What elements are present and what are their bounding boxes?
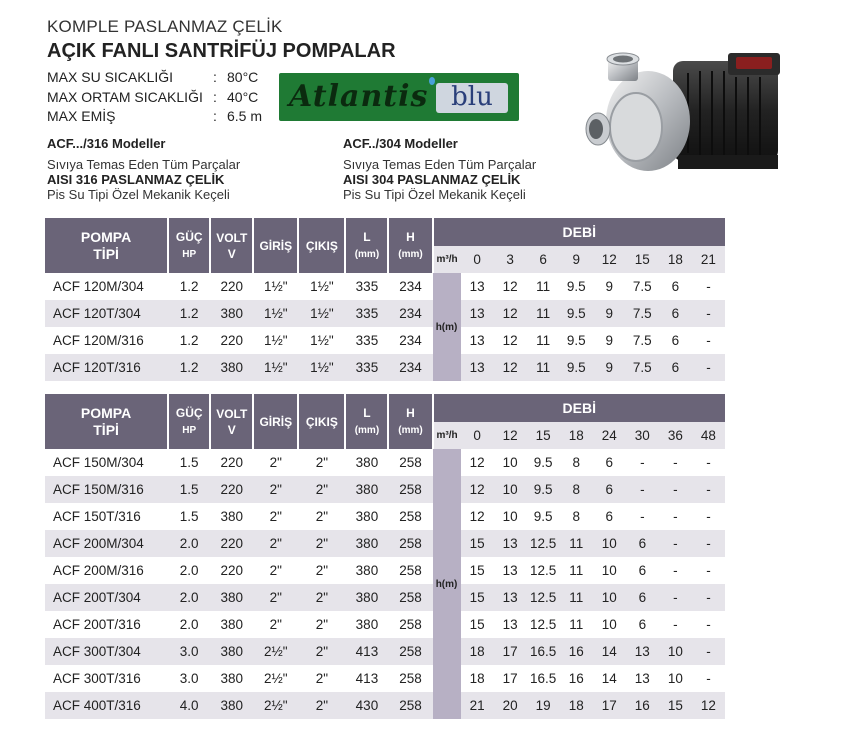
head-value: 13 — [461, 327, 494, 354]
atlantis-blu-logo — [279, 73, 519, 121]
head-value: 9 — [593, 273, 626, 300]
power-cell: 1.2 — [168, 273, 210, 300]
model-material: AISI 304 PASLANMAZ ÇELİK — [343, 172, 521, 187]
logo-sub: blu — [436, 83, 508, 113]
table-row — [45, 354, 725, 381]
head-value: - — [692, 354, 725, 381]
head-value: 8 — [560, 476, 593, 503]
col-pump-type: POMPA TİPİ — [45, 394, 168, 449]
head-value: 6 — [659, 327, 692, 354]
head-value: 16.5 — [527, 638, 560, 665]
power-cell: 1.5 — [168, 476, 210, 503]
power-cell: 3.0 — [168, 638, 210, 665]
head-value: 13 — [494, 557, 527, 584]
head-value: - — [692, 449, 725, 476]
power-cell: 3.0 — [168, 665, 210, 692]
head-value: 9.5 — [527, 503, 560, 530]
head-value: - — [692, 584, 725, 611]
spec-max-suction: MAX EMİŞ : 6.5 m — [47, 108, 263, 124]
model-cell: ACF 200T/316 — [45, 611, 168, 638]
table-row — [45, 327, 725, 354]
inlet-cell: 2" — [253, 530, 298, 557]
head-value: 12.5 — [527, 611, 560, 638]
head-value: 13 — [461, 354, 494, 381]
head-value: 6 — [593, 476, 626, 503]
head-value: 6 — [593, 449, 626, 476]
volt-cell: 220 — [210, 327, 253, 354]
length-cell: 380 — [345, 557, 388, 584]
head-value: 18 — [461, 638, 494, 665]
head-value: 9.5 — [560, 354, 593, 381]
head-value: 15 — [461, 584, 494, 611]
model-line: Sıvıya Temas Eden Tüm Parçalar — [47, 157, 241, 172]
volt-cell: 380 — [210, 665, 253, 692]
power-cell: 1.5 — [168, 449, 210, 476]
model-line: Pis Su Tipi Özel Mekanik Keçeli — [47, 187, 230, 202]
head-value: 12.5 — [527, 530, 560, 557]
head-value: - — [659, 611, 692, 638]
model-cell: ACF 150M/316 — [45, 476, 168, 503]
length-cell: 413 — [345, 638, 388, 665]
inlet-cell: 1½" — [253, 300, 298, 327]
head-value: 13 — [626, 665, 659, 692]
table-row — [45, 503, 725, 530]
height-cell: 234 — [388, 327, 432, 354]
spec-max-water-temp: MAX SU SICAKLIĞI : 80°C — [47, 69, 259, 85]
catalog-title: AÇIK FANLI SANTRİFÜJ POMPALAR — [47, 40, 396, 62]
model-title: ACF../304 Modeller — [343, 136, 458, 151]
head-value: 10 — [659, 638, 692, 665]
col-length: L (mm) — [345, 394, 388, 449]
model-cell: ACF 150M/304 — [45, 449, 168, 476]
flow-value: 0 — [461, 246, 494, 273]
head-value: 10 — [593, 611, 626, 638]
inlet-cell: 2" — [253, 476, 298, 503]
head-value: 16 — [560, 638, 593, 665]
volt-cell: 220 — [210, 476, 253, 503]
flow-value: 48 — [692, 422, 725, 449]
outlet-cell: 1½" — [298, 327, 345, 354]
head-value: 9 — [593, 300, 626, 327]
head-value: 16 — [560, 665, 593, 692]
length-cell: 380 — [345, 449, 388, 476]
head-value: 7.5 — [626, 327, 659, 354]
head-value: 13 — [626, 638, 659, 665]
head-value: 12 — [461, 503, 494, 530]
head-value: 9.5 — [560, 327, 593, 354]
head-value: 12.5 — [527, 557, 560, 584]
head-value: - — [626, 449, 659, 476]
flow-value: 21 — [692, 246, 725, 273]
spec-value: 40°C — [227, 89, 259, 105]
spec-label: MAX SU SICAKLIĞI — [47, 69, 174, 85]
outlet-cell: 1½" — [298, 273, 345, 300]
length-cell: 380 — [345, 530, 388, 557]
outlet-cell: 2" — [298, 557, 345, 584]
table-row — [45, 300, 725, 327]
power-cell: 2.0 — [168, 611, 210, 638]
head-value: 13 — [461, 273, 494, 300]
head-value: 15 — [461, 611, 494, 638]
power-cell: 1.5 — [168, 503, 210, 530]
model-cell: ACF 200T/304 — [45, 584, 168, 611]
length-cell: 380 — [345, 503, 388, 530]
head-value: 13 — [494, 584, 527, 611]
outlet-cell: 2" — [298, 503, 345, 530]
head-value: 9.5 — [560, 273, 593, 300]
head-value: 10 — [593, 584, 626, 611]
flow-value: 18 — [659, 246, 692, 273]
inlet-cell: 1½" — [253, 327, 298, 354]
head-value: 6 — [659, 300, 692, 327]
volt-cell: 380 — [210, 584, 253, 611]
length-cell: 335 — [345, 300, 388, 327]
outlet-cell: 2" — [298, 476, 345, 503]
head-value: 9.5 — [560, 300, 593, 327]
head-value: - — [692, 327, 725, 354]
inlet-cell: 2½" — [253, 665, 298, 692]
outlet-cell: 2" — [298, 584, 345, 611]
head-value: 10 — [494, 476, 527, 503]
power-cell: 2.0 — [168, 557, 210, 584]
volt-cell: 380 — [210, 611, 253, 638]
height-cell: 258 — [388, 476, 432, 503]
model-material: AISI 316 PASLANMAZ ÇELİK — [47, 172, 225, 187]
head-value: 19 — [527, 692, 560, 719]
head-value: 6 — [626, 611, 659, 638]
head-value: 11 — [560, 584, 593, 611]
head-value: 12 — [494, 354, 527, 381]
head-value: 12 — [461, 476, 494, 503]
head-value: 6 — [626, 530, 659, 557]
flow-value: 6 — [527, 246, 560, 273]
height-cell: 258 — [388, 611, 432, 638]
model-cell: ACF 120M/316 — [45, 327, 168, 354]
head-value: 11 — [527, 300, 560, 327]
head-value: 12 — [494, 327, 527, 354]
inlet-cell: 2½" — [253, 638, 298, 665]
outlet-cell: 2" — [298, 665, 345, 692]
head-value: 9.5 — [527, 476, 560, 503]
flow-value: 30 — [626, 422, 659, 449]
col-power: GÜÇ HP — [168, 394, 210, 449]
head-value: 17 — [593, 692, 626, 719]
head-value: 10 — [593, 557, 626, 584]
outlet-cell: 1½" — [298, 300, 345, 327]
head-value: - — [692, 476, 725, 503]
col-height: H (mm) — [388, 218, 432, 273]
head-value: 7.5 — [626, 354, 659, 381]
height-cell: 234 — [388, 354, 432, 381]
table-row — [45, 476, 725, 503]
col-volt: VOLT V — [210, 218, 253, 273]
table-row — [45, 449, 725, 476]
logo-brand: Atlantis — [289, 79, 429, 114]
head-value: - — [692, 530, 725, 557]
flow-value: 12 — [494, 422, 527, 449]
height-cell: 258 — [388, 665, 432, 692]
col-outlet: ÇIKIŞ — [298, 394, 345, 449]
model-cell: ACF 120T/304 — [45, 300, 168, 327]
model-desc-304 — [343, 136, 623, 202]
outlet-cell: 2" — [298, 638, 345, 665]
outlet-cell: 2" — [298, 611, 345, 638]
head-value: 21 — [461, 692, 494, 719]
head-value: - — [626, 476, 659, 503]
head-value: 14 — [593, 665, 626, 692]
inlet-cell: 2" — [253, 557, 298, 584]
head-value: 6 — [659, 354, 692, 381]
head-value: 11 — [560, 530, 593, 557]
power-cell: 1.2 — [168, 300, 210, 327]
flow-value: 15 — [527, 422, 560, 449]
flow-value: 18 — [560, 422, 593, 449]
head-value: 10 — [494, 503, 527, 530]
head-value: 13 — [494, 611, 527, 638]
spec-max-ambient-temp: MAX ORTAM SICAKLIĞI : 40°C — [47, 89, 259, 105]
head-value: 14 — [593, 638, 626, 665]
head-value: - — [692, 665, 725, 692]
col-debi: DEBİ — [433, 218, 725, 246]
length-cell: 413 — [345, 665, 388, 692]
volt-cell: 380 — [210, 354, 253, 381]
height-cell: 258 — [388, 557, 432, 584]
spec-label: MAX ORTAM SICAKLIĞI — [47, 89, 203, 105]
head-value: 9.5 — [527, 449, 560, 476]
head-value: - — [692, 503, 725, 530]
inlet-cell: 1½" — [253, 273, 298, 300]
unit-hm: h(m) — [433, 449, 461, 719]
table-row — [45, 273, 725, 300]
model-cell: ACF 150T/316 — [45, 503, 168, 530]
flow-value: 9 — [560, 246, 593, 273]
col-debi: DEBİ — [433, 394, 725, 422]
volt-cell: 220 — [210, 273, 253, 300]
head-value: 6 — [626, 584, 659, 611]
head-value: 16.5 — [527, 665, 560, 692]
unit-hm: h(m) — [433, 273, 461, 381]
height-cell: 234 — [388, 300, 432, 327]
inlet-cell: 2" — [253, 449, 298, 476]
height-cell: 258 — [388, 503, 432, 530]
flow-value: 15 — [626, 246, 659, 273]
length-cell: 380 — [345, 584, 388, 611]
outlet-cell: 2" — [298, 530, 345, 557]
head-value: 8 — [560, 503, 593, 530]
length-cell: 335 — [345, 273, 388, 300]
model-line: Pis Su Tipi Özel Mekanik Keçeli — [343, 187, 526, 202]
flow-value: 3 — [494, 246, 527, 273]
height-cell: 258 — [388, 638, 432, 665]
head-value: 18 — [461, 665, 494, 692]
inlet-cell: 1½" — [253, 354, 298, 381]
height-cell: 234 — [388, 273, 432, 300]
inlet-cell: 2" — [253, 611, 298, 638]
water-drop-icon — [429, 77, 435, 85]
model-cell: ACF 120T/316 — [45, 354, 168, 381]
power-cell: 2.0 — [168, 530, 210, 557]
unit-m3h: m³/h — [433, 422, 461, 449]
flow-value: 36 — [659, 422, 692, 449]
head-value: 8 — [560, 449, 593, 476]
volt-cell: 220 — [210, 530, 253, 557]
model-cell: ACF 300T/316 — [45, 665, 168, 692]
head-value: 12.5 — [527, 584, 560, 611]
head-value: 12 — [494, 300, 527, 327]
outlet-cell: 2" — [298, 449, 345, 476]
head-value: 7.5 — [626, 300, 659, 327]
volt-cell: 220 — [210, 449, 253, 476]
power-cell: 1.2 — [168, 327, 210, 354]
table-row — [45, 638, 725, 665]
head-value: 18 — [560, 692, 593, 719]
head-value: 20 — [494, 692, 527, 719]
pump-table-acf150-400 — [45, 394, 725, 719]
power-cell: 2.0 — [168, 584, 210, 611]
head-value: - — [692, 300, 725, 327]
head-value: 11 — [527, 327, 560, 354]
power-cell: 1.2 — [168, 354, 210, 381]
flow-value: 12 — [593, 246, 626, 273]
power-cell: 4.0 — [168, 692, 210, 719]
head-value: 16 — [626, 692, 659, 719]
volt-cell: 380 — [210, 638, 253, 665]
head-value: 6 — [659, 273, 692, 300]
head-value: - — [692, 557, 725, 584]
inlet-cell: 2½" — [253, 692, 298, 719]
length-cell: 380 — [345, 611, 388, 638]
head-value: 17 — [494, 665, 527, 692]
head-value: - — [659, 476, 692, 503]
catalog-subtitle: KOMPLE PASLANMAZ ÇELİK — [47, 17, 283, 36]
col-length: L (mm) — [345, 218, 388, 273]
table-row — [45, 557, 725, 584]
spec-label: MAX EMİŞ — [47, 108, 116, 124]
head-value: 12 — [461, 449, 494, 476]
table-row — [45, 611, 725, 638]
head-value: 15 — [461, 530, 494, 557]
length-cell: 430 — [345, 692, 388, 719]
head-value: 10 — [494, 449, 527, 476]
height-cell: 258 — [388, 584, 432, 611]
length-cell: 335 — [345, 327, 388, 354]
model-cell: ACF 200M/304 — [45, 530, 168, 557]
head-value: 15 — [461, 557, 494, 584]
height-cell: 258 — [388, 692, 432, 719]
head-value: - — [692, 273, 725, 300]
model-cell: ACF 200M/316 — [45, 557, 168, 584]
head-value: 10 — [593, 530, 626, 557]
head-value: 9 — [593, 327, 626, 354]
head-value: 7.5 — [626, 273, 659, 300]
inlet-cell: 2" — [253, 503, 298, 530]
model-line: Sıvıya Temas Eden Tüm Parçalar — [343, 157, 537, 172]
head-value: 15 — [659, 692, 692, 719]
head-value: 11 — [560, 611, 593, 638]
volt-cell: 380 — [210, 503, 253, 530]
col-inlet: GİRİŞ — [253, 394, 298, 449]
unit-m3h: m³/h — [433, 246, 461, 273]
head-value: 12 — [692, 692, 725, 719]
head-value: 12 — [494, 273, 527, 300]
length-cell: 380 — [345, 476, 388, 503]
col-volt: VOLT V — [210, 394, 253, 449]
outlet-cell: 1½" — [298, 354, 345, 381]
head-value: 11 — [560, 557, 593, 584]
volt-cell: 380 — [210, 300, 253, 327]
head-value: - — [659, 449, 692, 476]
head-value: - — [659, 584, 692, 611]
head-value: 11 — [527, 354, 560, 381]
head-value: - — [692, 638, 725, 665]
spec-value: 80°C — [227, 69, 259, 85]
flow-value: 24 — [593, 422, 626, 449]
flow-value: 0 — [461, 422, 494, 449]
head-value: - — [626, 503, 659, 530]
table-row — [45, 665, 725, 692]
model-cell: ACF 300T/304 — [45, 638, 168, 665]
col-outlet: ÇIKIŞ — [298, 218, 345, 273]
spec-value: 6.5 m — [227, 108, 263, 124]
model-cell: ACF 400T/316 — [45, 692, 168, 719]
model-cell: ACF 120M/304 — [45, 273, 168, 300]
head-value: 11 — [527, 273, 560, 300]
col-pump-type: POMPA TİPİ — [45, 218, 168, 273]
col-power: GÜÇ HP — [168, 218, 210, 273]
head-value: - — [659, 530, 692, 557]
outlet-cell: 2" — [298, 692, 345, 719]
head-value: 13 — [494, 530, 527, 557]
head-value: 6 — [626, 557, 659, 584]
model-title: ACF.../316 Modeller — [47, 136, 166, 151]
volt-cell: 220 — [210, 557, 253, 584]
table-row — [45, 692, 725, 719]
table-row — [45, 584, 725, 611]
head-value: 9 — [593, 354, 626, 381]
head-value: - — [692, 611, 725, 638]
head-value: 10 — [659, 665, 692, 692]
head-value: - — [659, 557, 692, 584]
head-value: 6 — [593, 503, 626, 530]
col-inlet: GİRİŞ — [253, 218, 298, 273]
inlet-cell: 2" — [253, 584, 298, 611]
head-value: - — [659, 503, 692, 530]
table-row — [45, 530, 725, 557]
length-cell: 335 — [345, 354, 388, 381]
height-cell: 258 — [388, 449, 432, 476]
col-height: H (mm) — [388, 394, 432, 449]
head-value: 17 — [494, 638, 527, 665]
head-value: 13 — [461, 300, 494, 327]
height-cell: 258 — [388, 530, 432, 557]
pump-table-acf120 — [45, 218, 725, 381]
volt-cell: 380 — [210, 692, 253, 719]
model-desc-316 — [47, 136, 327, 202]
